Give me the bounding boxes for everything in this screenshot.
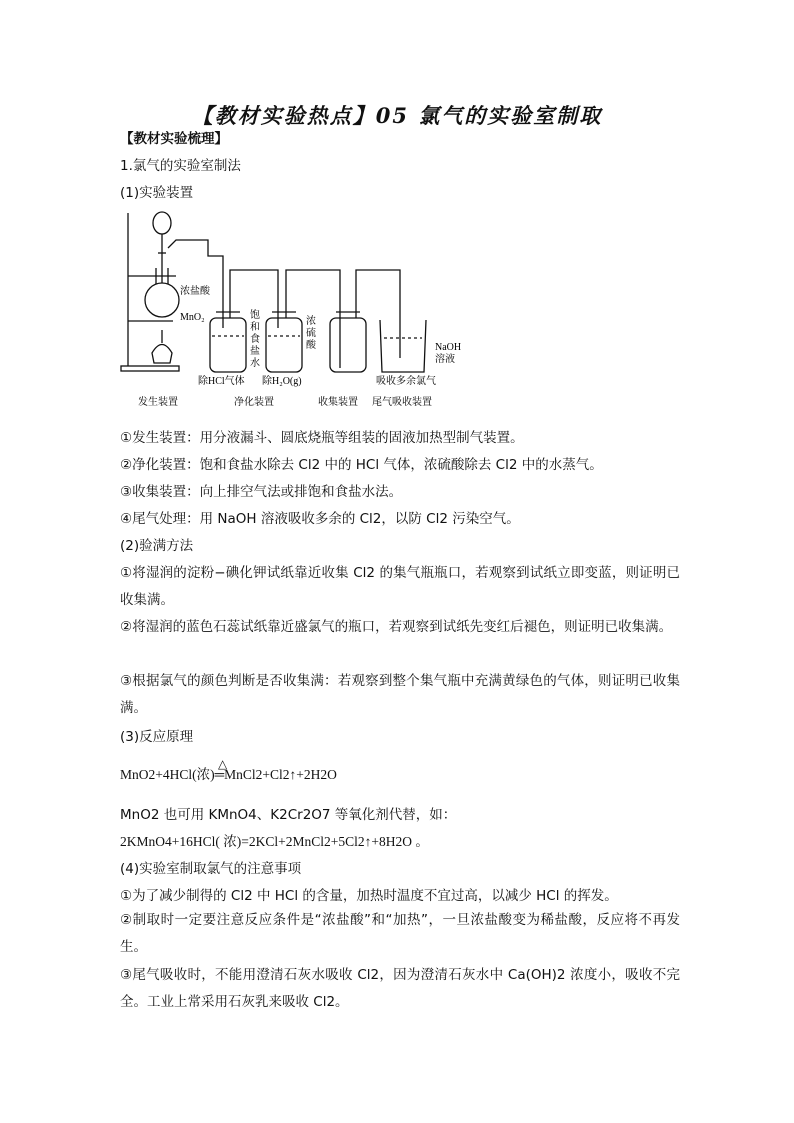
part3-heading: (3)反应原理 [120,729,194,745]
bottom-label-generation: 发生装置 [138,397,178,408]
sub-heading: 1.氯气的实验室制法 [120,158,241,174]
section-heading: 【教材实验梳理】 [120,131,228,147]
note-1: ①为了减少制得的 Cl2 中 HCl 的含量，加热时温度不宜过高，以减少 HCl 的挥发。 [120,888,618,904]
check-1: ①将湿润的淀粉−碘化钾试纸靠近收集 Cl2 的集气瓶瓶口，若观察到试纸立即变蓝，则证明已收集满。 [120,565,680,608]
part2-heading: (2)验满方法 [120,538,194,554]
check-2: ②将湿润的蓝色石蕊试纸靠近盛氯气的瓶口，若观察到试纸先变红后褪色，则证明已收集满。 [120,619,673,635]
equation-note: MnO2 也可用 KMnO4、K2Cr2O7 等氧化剂代替，如： [120,807,457,823]
point-2: ②净化装置：饱和食盐水除去 Cl2 中的 HCl 气体，浓硫酸除去 Cl2 中的水蒸气。 [120,457,603,473]
label-saturated-3: 食 [250,334,260,345]
bottom-label-purification: 净化装置 [234,397,274,408]
label-naoh-2: 溶液 [435,354,455,365]
label-sulfuric-2: 硫 [306,328,316,339]
note-3: ③尾气吸收时，不能用澄清石灰水吸收 Cl2，因为澄清石灰水中 Ca(OH)2 浓度小，吸收不完全。工业上常采用石灰乳来吸收 Cl2。 [120,967,680,1010]
delta-symbol: △ [218,757,228,771]
label-sulfuric-3: 酸 [306,340,316,351]
apparatus-diagram [118,208,478,413]
part4-heading: (4)实验室制取氯气的注意事项 [120,861,302,877]
label-sulfuric-1: 浓 [306,316,316,327]
point-3: ③收集装置：向上排空气法或排饱和食盐水法。 [120,484,403,500]
label-mno2: MnO₂ [180,312,205,323]
label-hcl: 浓盐酸 [180,286,210,297]
bottom-label-tail-gas: 尾气吸收装置 [372,397,432,408]
caption-remove-hcl: 除HCl气体 [198,376,245,387]
check-3: ③根据氯气的颜色判断是否收集满：若观察到整个集气瓶中充满黄绿色的气体，则证明已收集满。 [120,673,680,716]
equation-1: MnO2+4HCl(浓)═MnCl2+Cl2↑+2H2O [120,767,337,782]
part1-heading: (1)实验装置 [120,185,194,201]
bottom-label-collection: 收集装置 [318,397,358,408]
page-title: 【教材实验热点】05 氯气的实验室制取 [191,103,603,128]
caption-absorb: 吸收多余氯气 [376,376,436,387]
point-1: ①发生装置：用分液漏斗、圆底烧瓶等组装的固液加热型制气装置。 [120,430,524,446]
point-4: ④尾气处理：用 NaOH 溶液吸收多余的 Cl2，以防 Cl2 污染空气。 [120,511,520,527]
label-saturated-5: 水 [250,358,260,369]
label-naoh-1: NaOH [435,342,462,353]
label-saturated-1: 饱 [250,310,260,321]
caption-remove-h2o: 除H₂O(g) [262,376,302,387]
equation-2: 2KMnO4+16HCl( 浓)=2KCl+2MnCl2+5Cl2↑+8H2O 。 [120,834,429,849]
note-2: ②制取时一定要注意反应条件是“浓盐酸”和“加热”，一旦浓盐酸变为稀盐酸，反应将不再发生。 [120,912,680,955]
label-saturated-4: 盐 [250,346,260,357]
label-saturated-2: 和 [250,322,260,333]
